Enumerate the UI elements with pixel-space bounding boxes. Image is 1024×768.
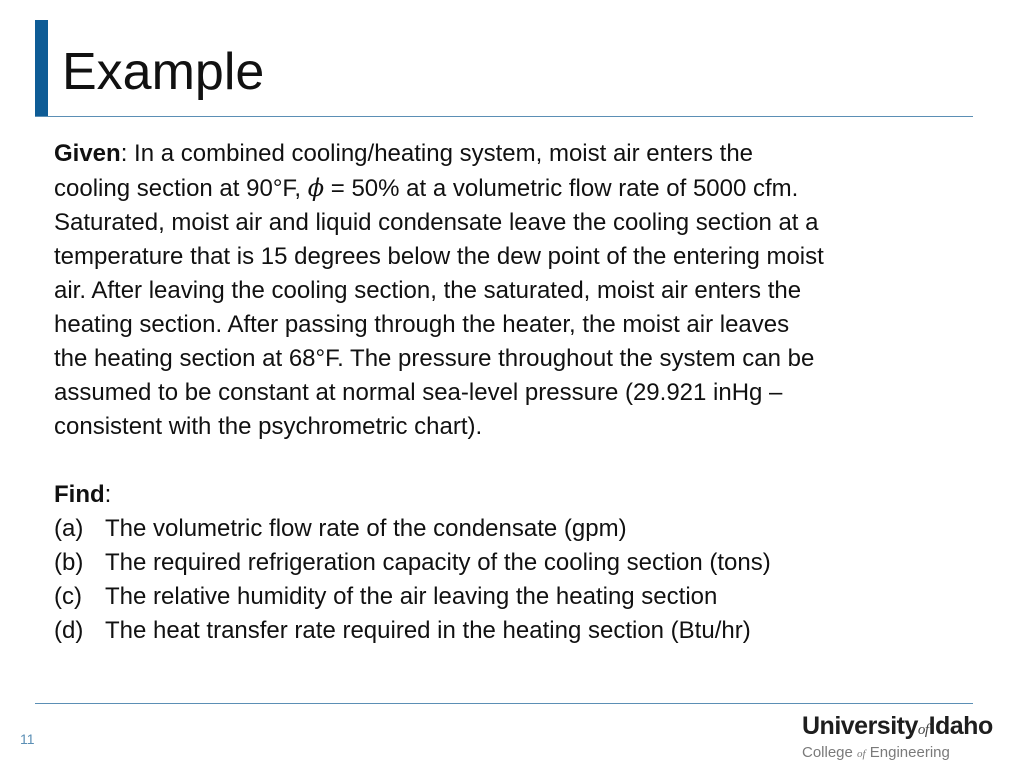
find-item-text: The heat transfer rate required in the heating section (Btu/hr) [105,617,751,644]
find-heading [54,478,984,512]
given-line [54,171,984,206]
slide-title: Example [62,43,265,101]
find-item-text: The relative humidity of the air leaving the heating section [105,583,718,610]
logo-engineering: Engineering [865,744,950,761]
logo-wordmark [802,712,1014,744]
find-item-letter: (a) [54,515,84,542]
given-line: the heating section at 68°F. The pressure throughout the system can be [54,345,815,372]
slide-content [54,137,984,648]
logo-college-of: of [857,748,866,760]
given-line: heating section. After passing through the heater, the moist air leaves [54,311,790,338]
given-text: In a combined cooling/heating system, moist air enters the [127,140,754,167]
given-colon: : [120,140,128,167]
phi-symbol: ϕ [307,174,325,202]
find-colon: : [104,481,112,508]
logo-college [802,744,1014,763]
find-item-a [54,512,984,546]
given-text: cooling section at 90°F, [54,175,308,202]
given-line: air. After leaving the cooling section, the saturated, moist air enters the [54,277,802,304]
given-line [54,137,984,171]
logo-of: of [917,722,929,738]
university-logo [802,712,1014,762]
page-number: 11 [20,731,35,747]
given-line: consistent with the psychrometric chart). [54,413,483,440]
find-item-text: The volumetric flow rate of the condensate (gpm) [105,515,627,542]
find-item-d [54,614,984,648]
find-item-letter: (d) [54,617,84,644]
given-text: = 50% at a volumetric flow rate of 5000 cfm. [324,175,799,202]
given-label: Given [54,140,121,167]
find-item-letter: (b) [54,549,84,576]
footer-divider [35,703,973,704]
logo-university: University [802,712,918,740]
find-label: Find [54,481,105,508]
given-line: temperature that is 15 degrees below the dew point of the entering moist [54,243,824,270]
find-item-letter: (c) [54,583,82,610]
given-line: Saturated, moist air and liquid condensate leave the cooling section at a [54,209,819,236]
find-item-c [54,580,984,614]
given-paragraph [54,137,984,444]
logo-college-label: College [802,744,858,761]
find-item-text: The required refrigeration capacity of the cooling section (tons) [105,549,771,576]
find-item-b [54,546,984,580]
logo-idaho: Idaho [928,712,993,740]
given-line: assumed to be constant at normal sea-level pressure (29.921 inHg – [54,379,783,406]
title-accent-bar [35,20,48,117]
title-divider [35,116,973,117]
find-section [54,478,984,648]
